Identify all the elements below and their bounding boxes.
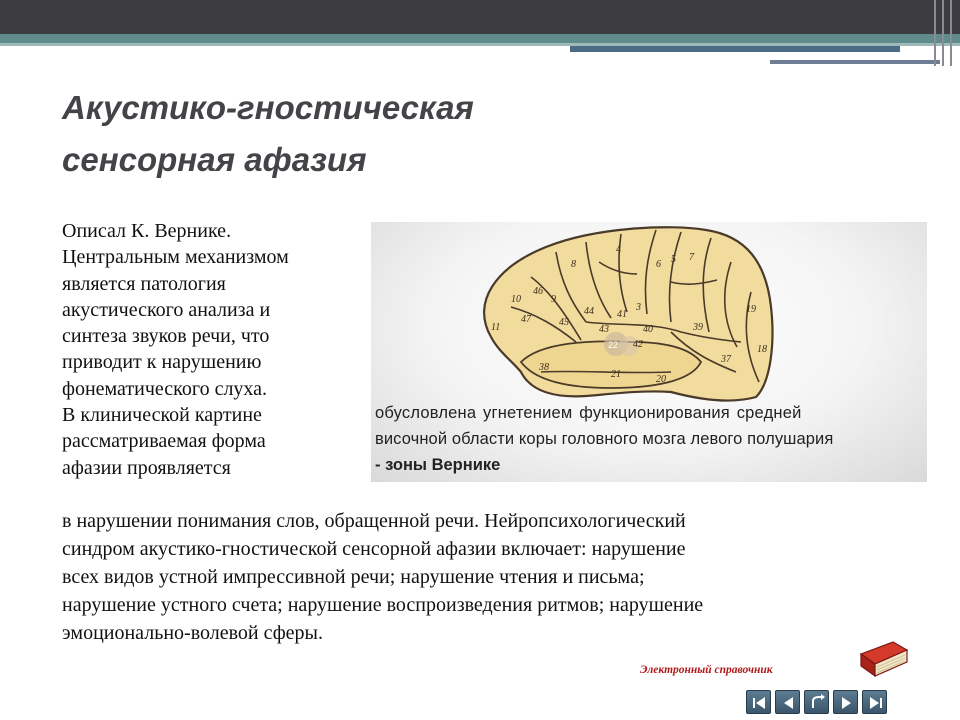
caption-line-3: - зоны Вернике [375,456,501,474]
body-line: синдром акустико-гностической сенсорной афазии включает: нарушение [62,538,686,560]
slide-title-line-1: Акустико-гностическая [62,89,474,126]
body-line: рассматриваемая форма [62,430,266,453]
svg-text:41: 41 [617,309,627,320]
svg-text:9: 9 [551,294,556,305]
body-line: приводит к нарушению [62,351,262,374]
svg-text:19: 19 [746,304,756,315]
slide-title-line-2: сенсорная афазия [62,141,367,178]
body-line: В клинической картине [62,404,262,427]
svg-text:42: 42 [633,339,643,350]
svg-text:21: 21 [611,369,621,380]
reference-link[interactable]: Электронный справочник [640,664,773,676]
header-bar [0,0,960,34]
brain-illustration [371,222,927,412]
slide-navigation [746,690,896,714]
prev-slide-icon[interactable] [775,690,800,714]
caption-line-1: обусловлена угнетением функционирования средней [375,404,802,422]
body-line: фонематического слуха. [62,377,268,400]
svg-text:37: 37 [721,354,731,365]
body-text-bottom [62,507,922,647]
body-line: эмоционально-волевой сферы. [62,622,323,644]
svg-text:6: 6 [656,259,661,270]
svg-text:8: 8 [571,259,576,270]
figure-caption [371,400,927,478]
svg-text:4: 4 [616,244,621,255]
next-slide-icon[interactable] [833,690,858,714]
body-text-left [62,218,362,481]
svg-text:39: 39 [693,322,703,333]
header-accent-stripe [0,34,960,43]
header-right-stripe-small [770,60,940,64]
body-line: Центральным механизмом [62,246,289,269]
svg-text:20: 20 [656,374,666,385]
svg-text:44: 44 [584,306,594,317]
corner-decoration [930,0,960,70]
svg-text:40: 40 [643,324,653,335]
body-line: Описал К. Вернике. [62,220,232,242]
body-line: нарушение устного счета; нарушение воспроизведения ритмов; нарушение [62,594,704,616]
last-slide-icon[interactable] [862,690,887,714]
svg-text:43: 43 [599,324,609,335]
body-line: в нарушении понимания слов, обращенной речи. Нейропсихологический [62,510,686,532]
svg-text:46: 46 [533,286,543,297]
body-line: афазии проявляется [62,456,231,479]
wernicke-zone-label: 22 [608,340,619,350]
svg-text:45: 45 [559,317,569,328]
body-line: акустического анализа и [62,298,271,321]
red-book-icon[interactable] [853,636,913,684]
svg-text:10: 10 [511,294,521,305]
body-line: всех видов устной импрессивной речи; нарушение чтения и письма; [62,566,645,588]
svg-text:7: 7 [689,252,694,263]
return-icon[interactable] [804,690,829,714]
body-line: синтеза звуков речи, что [62,325,270,348]
header-right-stripe [570,46,900,52]
svg-text:18: 18 [757,344,767,355]
svg-text:11: 11 [491,322,501,333]
slide-title [62,82,662,186]
brain-figure [371,222,927,482]
body-line: является патология [62,272,226,295]
svg-text:38: 38 [539,362,549,373]
svg-text:47: 47 [521,314,531,325]
svg-text:3: 3 [636,302,641,313]
caption-line-2: височной области коры головного мозга левого полушария [375,430,834,448]
svg-text:5: 5 [671,254,676,265]
first-slide-icon[interactable] [746,690,771,714]
